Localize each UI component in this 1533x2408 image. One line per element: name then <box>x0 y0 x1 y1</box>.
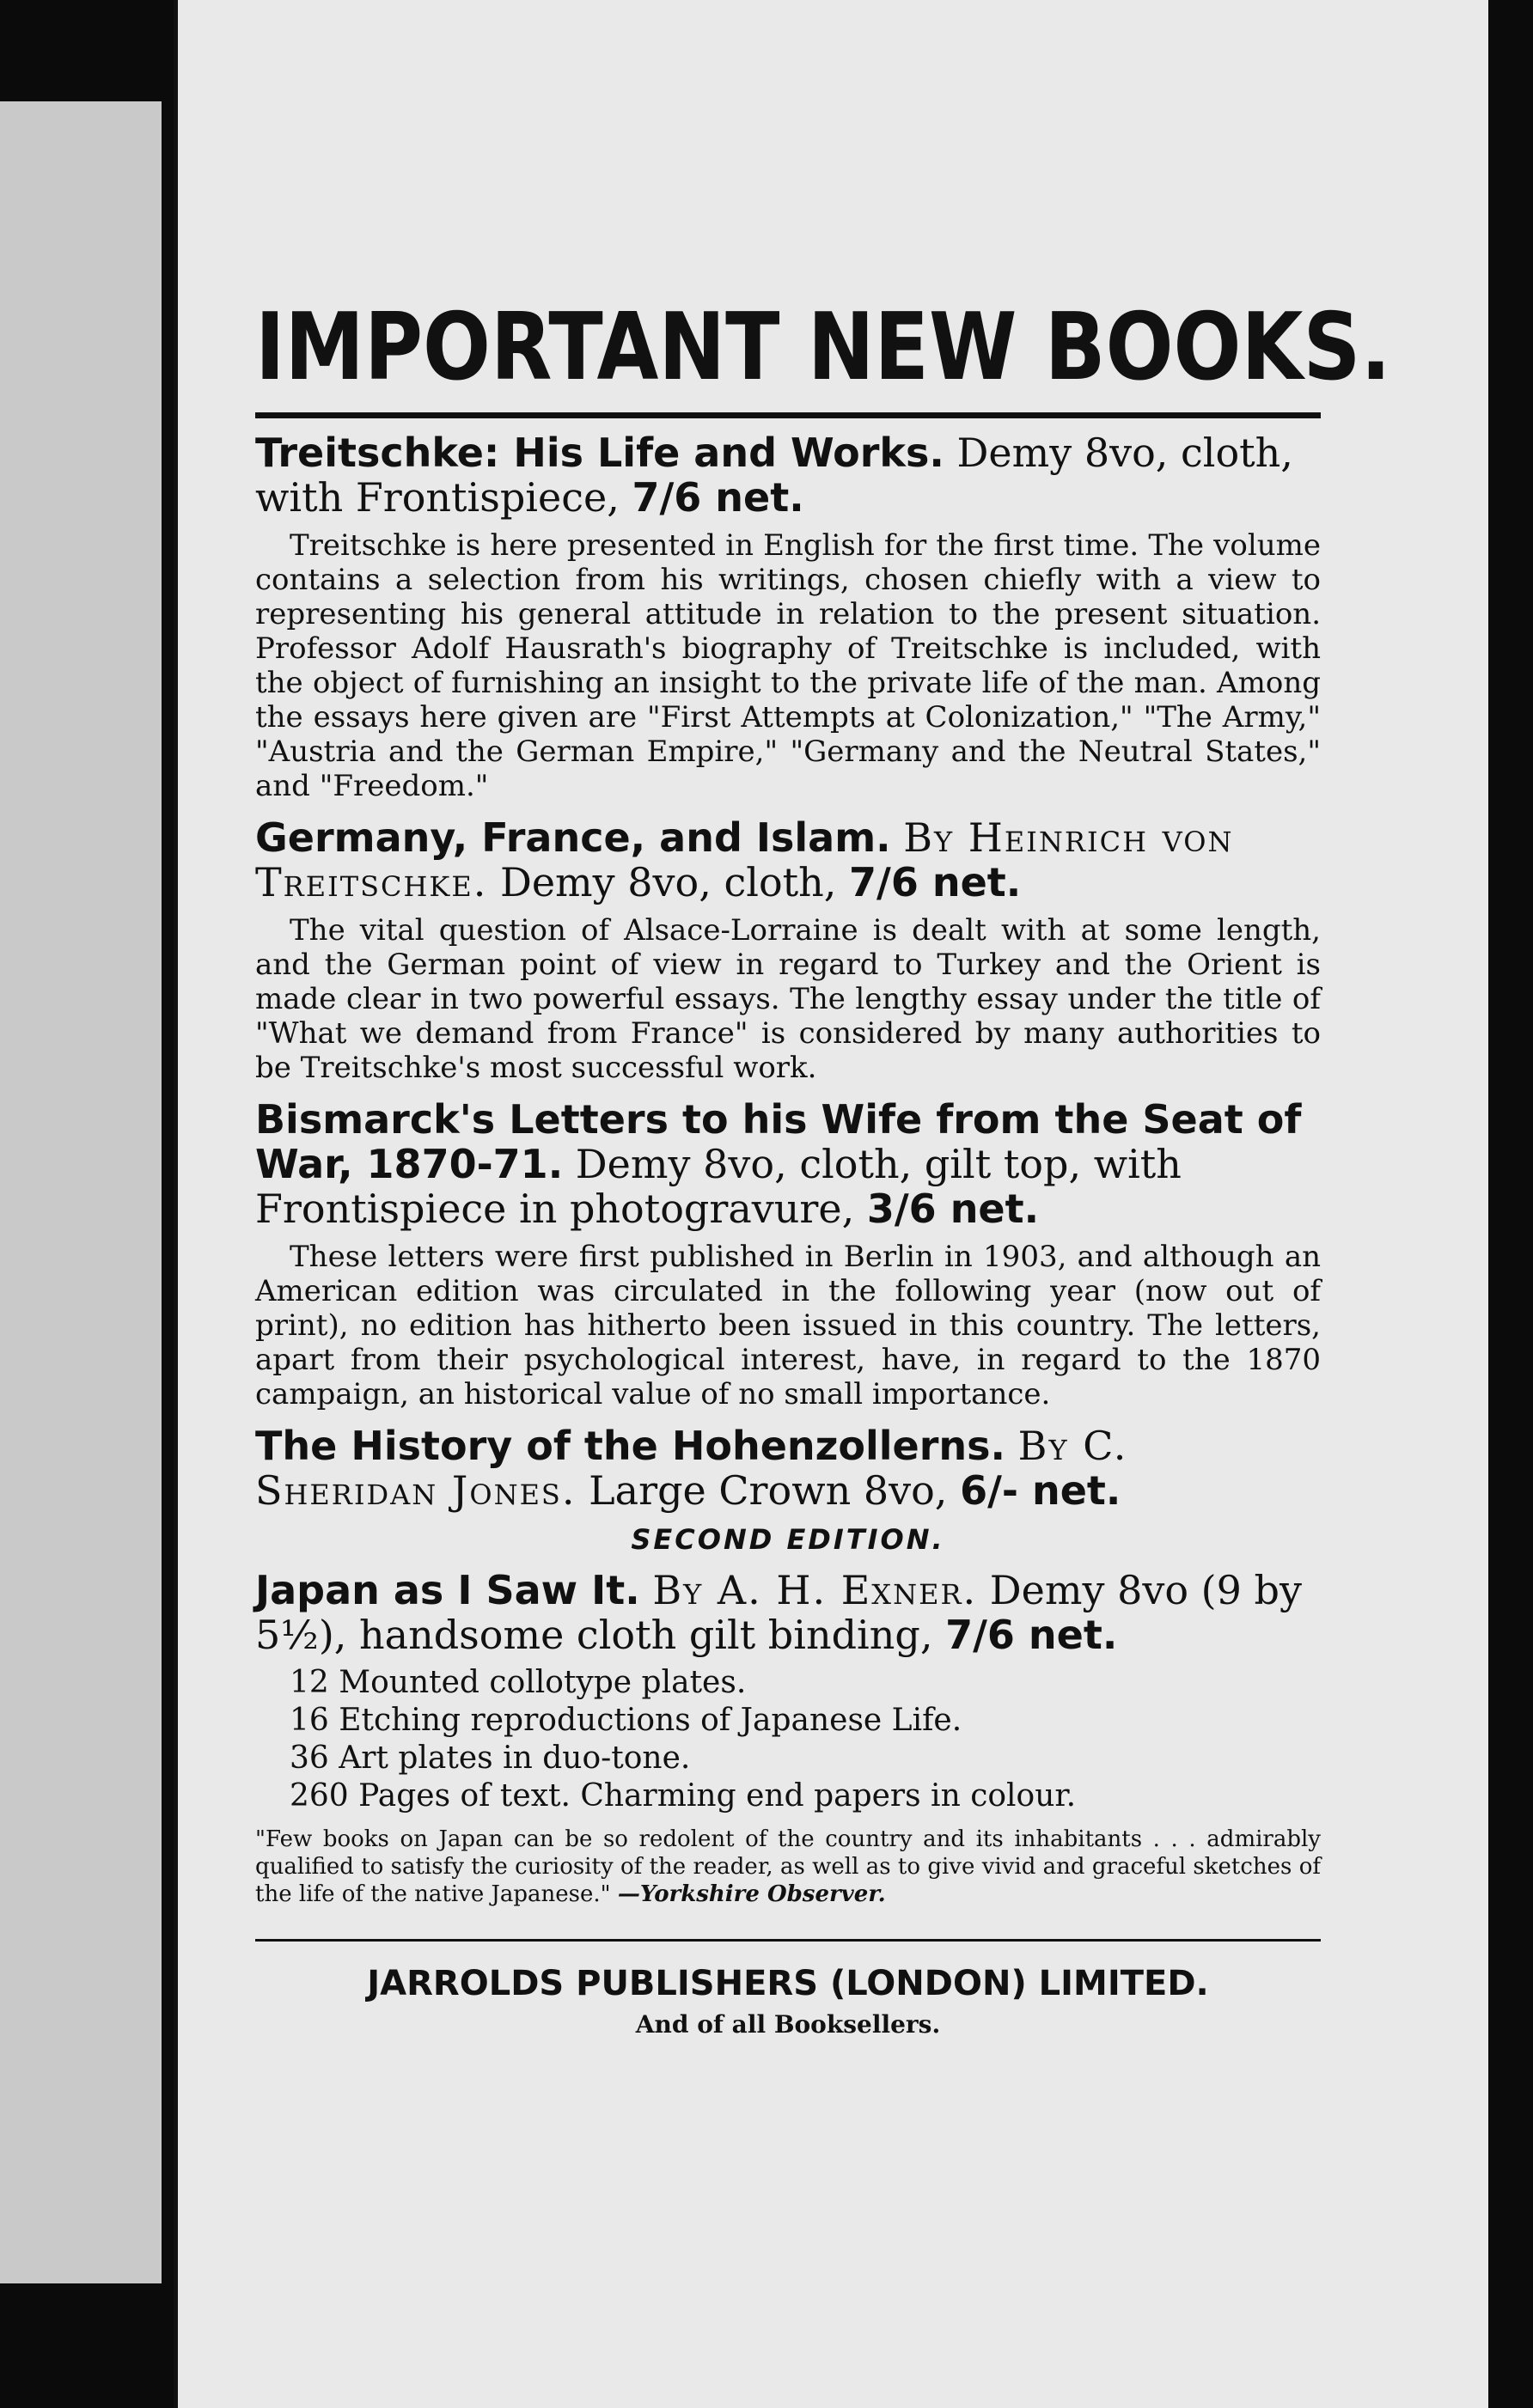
book-price: 6/- net. <box>960 1467 1121 1514</box>
book-price: 7/6 net. <box>849 859 1022 905</box>
book-title: Japan as I Saw It. <box>255 1567 640 1613</box>
booksellers-note: And of all Booksellers. <box>635 2010 941 2039</box>
headline: IMPORTANT NEW BOOKS. <box>255 294 1391 401</box>
book-details: Demy 8vo, cloth, gilt top, with Frontispiece in photogravure, <box>255 1141 1182 1232</box>
book-title-line <box>255 1568 1321 1657</box>
book-title-line <box>255 1097 1321 1231</box>
book-title: The History of the Hohenzollerns. <box>255 1423 1006 1469</box>
headline-rule <box>255 412 1321 418</box>
footer <box>255 1939 1321 2039</box>
review-source: —Yorkshire Observer. <box>617 1881 886 1907</box>
book-price: 3/6 net. <box>866 1186 1040 1232</box>
book-title: Germany, France, and Islam. <box>255 814 891 861</box>
footer-rule <box>255 1939 1321 1942</box>
advertisement-content <box>255 292 1391 2039</box>
book-details: Large Crown 8vo, <box>589 1467 948 1514</box>
book-byline: By Heinrich von Treitschke. <box>255 814 1234 905</box>
book-byline: By A. H. Exner. <box>652 1567 978 1613</box>
book-description: The vital question of Alsace-Lorraine is dealt with at some length, and the German point of view in regard to Turkey and the Orient is made clear in two powerful essays. The lengthy essay under the title of "What we demand from France" is considered by many authorities to be Treitschke's most successful work. <box>255 913 1321 1085</box>
book-title: Bismarck's Letters to his Wife from the Seat of War, 1870-71. <box>255 1096 1302 1187</box>
book-title-line <box>255 1423 1321 1513</box>
book-title-line <box>255 430 1321 520</box>
book-price: 7/6 net. <box>945 1612 1118 1658</box>
book-price: 7/6 net. <box>632 474 804 521</box>
book-entry-hohenzollerns <box>255 1423 1321 1513</box>
book-byline: By C. Sheridan Jones. <box>255 1423 1128 1514</box>
adjacent-page-edge <box>0 101 162 2283</box>
feature-item: 36 Art plates in duo-tone. <box>290 1740 691 1776</box>
book-entry-bismarck-letters <box>255 1097 1321 1411</box>
feature-item: 16 Etching reproductions of Japanese Life. <box>290 1703 962 1738</box>
book-details: Demy 8vo, cloth, <box>499 859 837 905</box>
book-title-line <box>255 815 1321 905</box>
feature-item: 260 Pages of text. Charming end papers in colour. <box>290 1778 1077 1814</box>
book-description: Treitschke is here presented in English for the first time. The volume contains a selection from his writings, chosen chiefly with a view to representing his general attitude in relation to the present situation. Professor Adolf Hausrath's biography of Treitschke is included, with the object of furnishing an insight to the private life of the man. Among the essays here given are "First Attempts at Colonization," "The Army," "Austria and the German Empire," "Germany and the Neutral States," and "Freedom." <box>255 528 1321 803</box>
publisher-name: JARROLDS PUBLISHERS (LONDON) LIMITED. <box>367 1964 1209 2003</box>
review-quote <box>255 1826 1321 1908</box>
book-title: Treitschke: His Life and Works. <box>255 430 944 476</box>
edition-label: SECOND EDITION. <box>631 1523 945 1556</box>
review-quote-text: "Few books on Japan can be so redolent of the country and its inhabitants . . . admirably qualified to satisfy the curiosity of the reader, as well as to give vivid and graceful sketches of the life of the native Japanese." <box>255 1826 1321 1907</box>
book-details: Demy 8vo (9 by 5½), handsome cloth gilt binding, <box>255 1567 1302 1658</box>
book-description: These letters were first published in Berlin in 1903, and although an American edition was circulated in the following year (now out of print), no edition has hitherto been issued in this country. The letters, apart from their psychological interest, have, in regard to the 1870 campaign, an historical value of no small importance. <box>255 1240 1321 1411</box>
book-entry-germany-france-islam <box>255 815 1321 1085</box>
book-entry-japan <box>255 1568 1321 1908</box>
advertisement-page <box>174 0 1488 2408</box>
book-details: Demy 8vo, cloth, with Frontispiece, <box>255 430 1293 521</box>
feature-item: 12 Mounted collotype plates. <box>290 1665 747 1700</box>
feature-list <box>290 1664 1321 1815</box>
book-entry-treitschke <box>255 430 1321 803</box>
